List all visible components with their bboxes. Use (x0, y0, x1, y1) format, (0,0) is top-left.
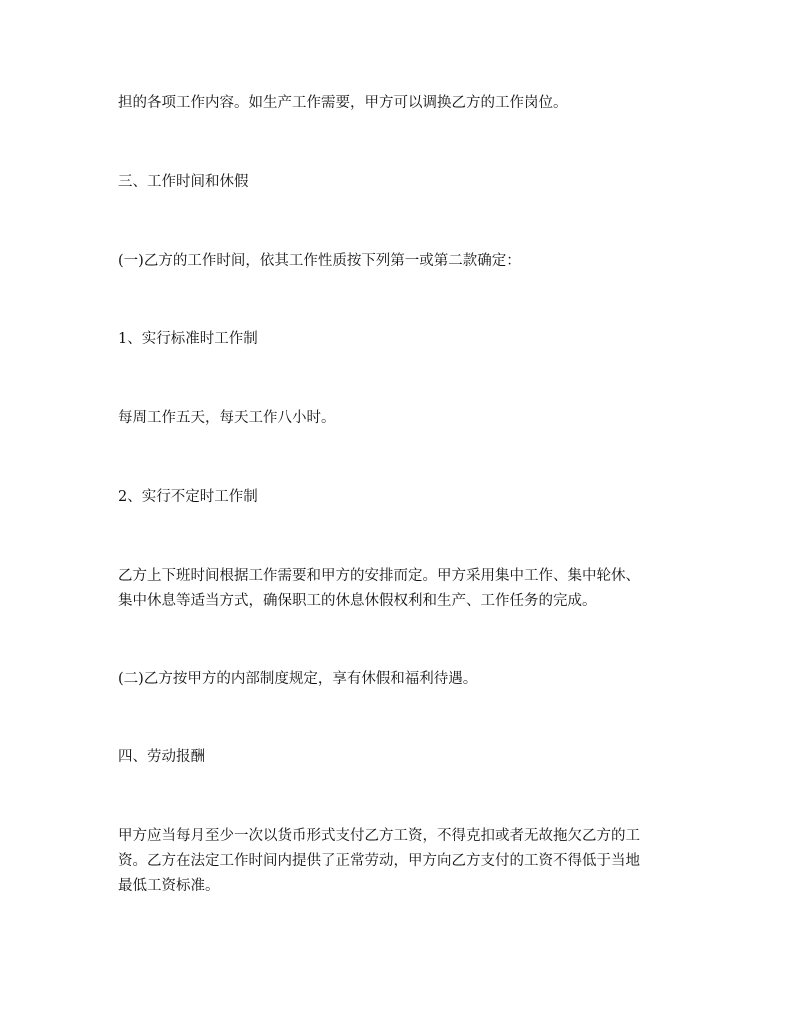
section-heading-work-time (118, 170, 688, 195)
text-line: 每周工作五天，每天工作八小时。 (118, 410, 336, 426)
text-line: (一)乙方的工作时间，依其工作性质按下列第一或第二款确定： (118, 253, 521, 269)
text-line: 最低工资标准。 (118, 878, 220, 894)
text-line: 乙方上下班时间根据工作需要和甲方的安排而定。甲方采用集中工作、集中轮休、 (118, 568, 640, 584)
subheading-flexible-hours (118, 485, 688, 510)
text-line: (二)乙方按甲方的内部制度规定，享有休假和福利待遇。 (118, 671, 478, 687)
subheading-standard-hours (118, 327, 688, 352)
text-line: 1、实行标准时工作制 (118, 331, 258, 347)
text-line: 2、实行不定时工作制 (118, 489, 258, 505)
paragraph-work-time-intro (118, 249, 688, 274)
paragraph-standard-hours (118, 406, 688, 431)
text-line: 担的各项工作内容。如生产工作需要，甲方可以调换乙方的工作岗位。 (118, 95, 568, 111)
text-line: 三、工作时间和休假 (118, 174, 249, 190)
paragraph-remuneration (118, 824, 688, 899)
section-heading-remuneration (118, 745, 688, 770)
paragraph-job-assignment (118, 91, 688, 116)
paragraph-flexible-hours (118, 564, 688, 614)
text-line: 集中休息等适当方式，确保职工的休息休假权利和生产、工作任务的完成。 (118, 593, 597, 609)
text-line: 甲方应当每月至少一次以货币形式支付乙方工资，不得克扣或者无故拖欠乙方的工 (118, 828, 640, 844)
text-line: 四、劳动报酬 (118, 749, 205, 765)
text-line: 资。乙方在法定工作时间内提供了正常劳动，甲方向乙方支付的工资不得低于当地 (118, 853, 640, 869)
paragraph-leave-benefits (118, 667, 688, 692)
